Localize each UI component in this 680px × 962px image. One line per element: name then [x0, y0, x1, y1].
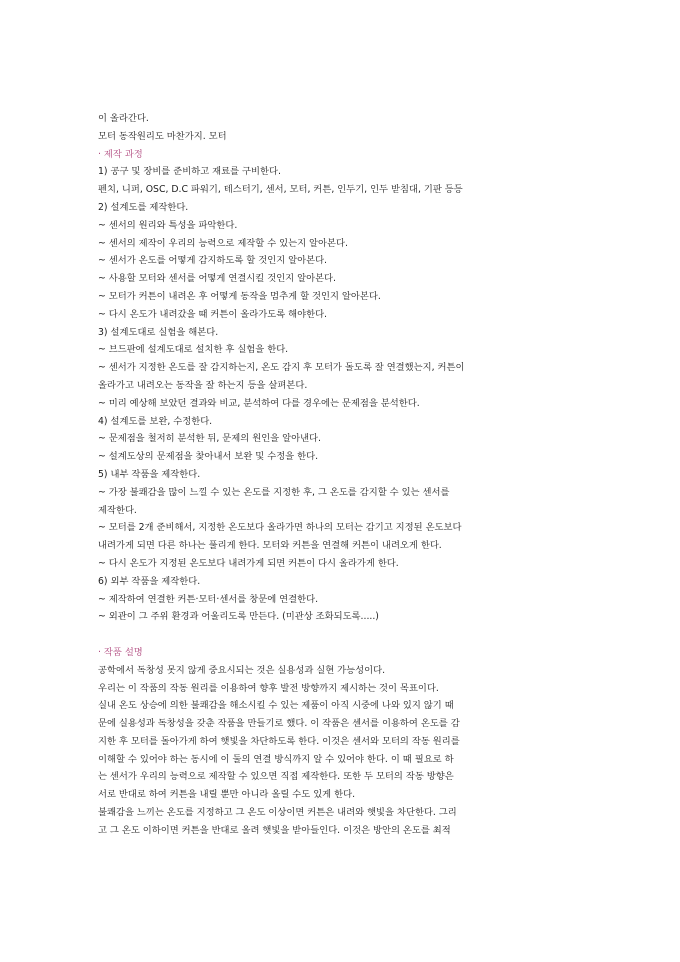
text-line: ~ 설계도상의 문제점을 찾아내서 보완 및 수정을 한다.	[98, 451, 319, 463]
text-line: ~ 모터를 2개 준비해서, 지정한 온도보다 올라가면 하나의 모터는 감기고 지정된 온도보다	[98, 522, 462, 534]
text-line: ~ 모터가 커튼이 내려온 후 어떻게 동작을 멈추게 할 것인지 알아본다.	[98, 290, 381, 302]
text-line: 불쾌감을 느끼는 온도를 지정하고 그 온도 이상이면 커튼은 내려와 햇빛을 차단한다. 그리	[98, 807, 457, 819]
text-line: 내려가게 되면 다른 하나는 풀리게 한다. 모터와 커튼을 연결해 커튼이 내려오게 한다.	[98, 540, 442, 552]
text-line: ~ 가장 불쾌감을 많이 느낄 수 있는 온도를 지정한 후, 그 온도를 감지할 수 있는 센서를	[98, 486, 450, 498]
text-line: 6) 외부 작품을 제작한다.	[98, 575, 201, 587]
document-body	[98, 110, 588, 840]
text-line: 실내 온도 상승에 의한 불쾌감을 해소시킬 수 있는 제품이 아직 시중에 나와 있지 않기 때	[98, 700, 454, 712]
text-line: 공학에서 독창성 못지 않게 중요시되는 것은 실용성과 실현 가능성이다.	[98, 664, 386, 676]
text-line: ~ 센서가 온도를 어떻게 감지하도록 할 것인지 알아본다.	[98, 255, 328, 267]
text-line: ~ 센서의 제작이 우리의 능력으로 제작할 수 있는지 알아본다.	[98, 237, 348, 249]
text-line: ~ 사용할 모터와 센서를 어떻게 연결시킬 것인지 알아본다.	[98, 273, 336, 285]
text-line: 모터 동작원리도 마찬가지. 모터	[98, 130, 227, 142]
text-line: 2) 설계도를 제작한다.	[98, 201, 189, 213]
text-line: 올라가고 내려오는 동작을 잘 하는지 등을 살펴본다.	[98, 379, 308, 391]
text-line: ~ 센서의 원리와 특성을 파악한다.	[98, 219, 238, 231]
text-line: ~ 외관이 그 주위 환경과 어울리도록 만든다. (미관상 조화되도록.....)	[98, 611, 379, 623]
text-line: 우리는 이 작품의 작동 원리를 이용하여 향후 발전 방향까지 제시하는 것이 목표이다.	[98, 682, 439, 694]
text-line: 이해할 수 있어야 하는 동시에 이 둘의 연결 방식까지 알 수 있어야 한다. 이 때 필요로 하	[98, 753, 454, 765]
text-line: ~ 미리 예상해 보았던 결과와 비교, 분석하여 다를 경우에는 문제점을 분석한다.	[98, 397, 420, 409]
text-line: 고 그 온도 이하이면 커튼을 반대로 올려 햇빛을 받아들인다. 이것은 방안의 온도를 최적	[98, 824, 451, 836]
section-heading-description: · 작품 설명	[98, 646, 143, 658]
text-line: 1) 공구 및 장비를 준비하고 재료를 구비한다.	[98, 166, 281, 178]
text-line: 3) 설계도대로 실험을 해본다.	[98, 326, 219, 338]
text-line: 지한 후 모터를 돌아가게 하여 햇빛을 차단하도록 한다. 이것은 센서와 모터의 작동 원리를	[98, 735, 460, 747]
text-line: 이 올라간다.	[98, 113, 149, 124]
text-line: ~ 브드판에 설계도대로 설치한 후 실험을 한다.	[98, 344, 289, 356]
text-line: 펜치, 니퍼, OSC, D.C 파워기, 테스터기, 센서, 모터, 커튼, 인두기, 인두 받침대, 기판 등등	[98, 184, 463, 196]
text-line: 서로 반대로 하여 커튼을 내릴 뿐만 아니라 올릴 수도 있게 한다.	[98, 789, 356, 801]
text-line: ~ 제작하여 연결한 커튼·모터·센서를 창문에 연결한다.	[98, 593, 319, 605]
text-line: 는 센서가 우리의 능력으로 제작할 수 있으면 직접 제작한다. 또한 두 모터의 작동 방향은	[98, 771, 454, 783]
section-heading-process: · 제작 과정	[98, 148, 143, 160]
text-line: 4) 설계도를 보완, 수정한다.	[98, 415, 213, 427]
text-line: 5) 내부 작품을 제작한다.	[98, 468, 201, 480]
text-line: ~ 센서가 지정한 온도를 잘 감지하는지, 온도 감지 후 모터가 돌도록 잘 연결했는지, 커튼이	[98, 362, 465, 374]
text-line: 제작한다.	[98, 504, 137, 516]
section-spacer	[98, 626, 588, 644]
text-line: ~ 다시 온도가 지정된 온도보다 내려가게 되면 커튼이 다시 올라가게 한다.	[98, 557, 399, 569]
text-line: ~ 문제점을 철저히 분석한 뒤, 문제의 원인을 알아낸다.	[98, 433, 321, 445]
text-line: ~ 다시 온도가 내려갔을 때 커튼이 올라가도록 해야한다.	[98, 308, 328, 320]
text-line: 문에 실용성과 독창성을 갖춘 작품을 만들기로 했다. 이 작품은 센서를 이용하여 온도를 감	[98, 718, 460, 730]
